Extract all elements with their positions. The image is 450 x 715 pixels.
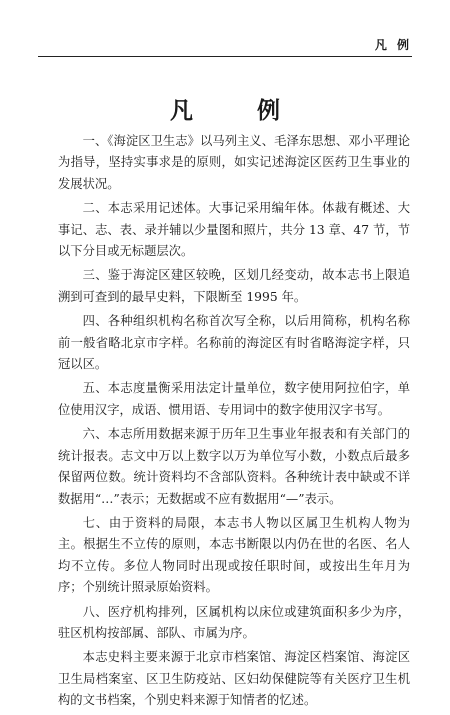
header-rule (38, 56, 412, 57)
paragraph: 本志史料主要来源于北京市档案馆、海淀区档案馆、海淀区卫生局档案室、区卫生防疫站、区妇幼保健院等有关医疗卫生机构的文书档案，个别史料来源于知情者的忆述。 (58, 650, 410, 708)
page-title: 凡 例 (169, 97, 308, 124)
paragraph: 八、医疗机构排列，区属机构以床位或建筑面积多少为序，驻区机构按部属、部队、市属为序。 (58, 604, 410, 640)
paragraph: 二、本志采用记述体。大事记采用编年体。体裁有概述、大事记、志、表、录并辅以少量图和照片，共分 13 章、47 节，节以下分目或无标题层次。 (58, 201, 410, 259)
paragraph: 三、鉴于海淀区建区较晚，区划几经变动，故本志书上限追溯到可查到的最早史料，下限断至 1995 年。 (58, 268, 410, 304)
paragraph: 一、《海淀区卫生志》以马列主义、毛泽东思想、邓小平理论为指导，坚持实事求是的原则，如实记述海淀区医药卫生事业的发展状况。 (58, 134, 410, 191)
body-text (58, 131, 410, 715)
paragraph: 七、由于资料的局限，本志书人物以区属卫生机构人物为主。根据生不立传的原则，本志书断限以内仍在世的名医、名人均不立传。多位人物同时出现或按任职时间，或按出生年月为序；个别统计照录原始资料。 (58, 515, 410, 595)
paragraph: 四、各种组织机构名称首次写全称，以后用简称，机构名称前一般省略北京市字样。名称前的海淀区有时省略海淀字样，只冠以区。 (58, 314, 410, 372)
paragraph: 六、本志所用数据来源于历年卫生事业年报表和有关部门的统计报表。志文中万以上数字以万为单位写小数，小数点后最多保留两位数。统计资料均不含部队资料。各种统计表中缺或不详数据用“…”表示；无数据或不应有数据用“—”表示。 (58, 427, 410, 506)
paragraph: 五、本志度量衡采用法定计量单位，数字使用阿拉伯字，单位使用汉字，成语、惯用语、专用词中的数字使用汉字书写。 (58, 381, 410, 417)
running-head: 凡 例 (374, 38, 412, 52)
